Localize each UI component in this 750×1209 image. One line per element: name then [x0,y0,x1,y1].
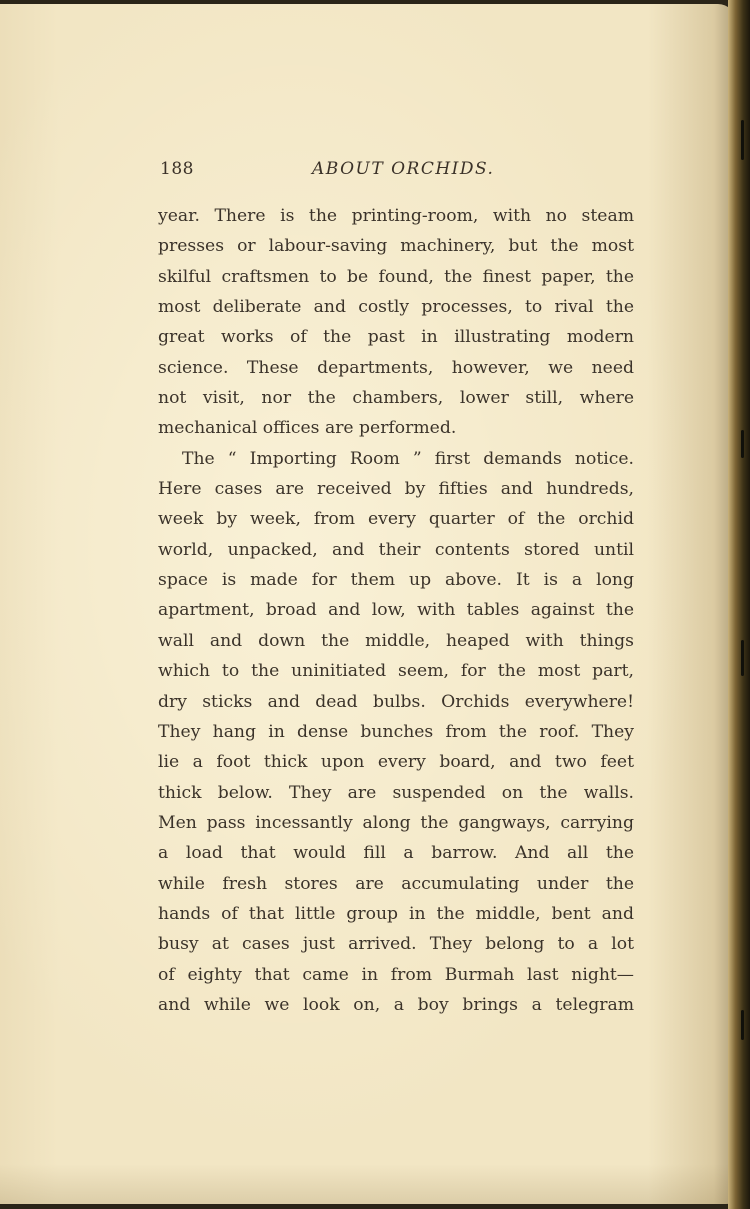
text-line: and while we look on, a boy brings a telegram [158,994,634,1015]
spine-mark [741,1010,744,1040]
text-line: world, unpacked, and their contents stored until [158,539,634,560]
text-line: Men pass incessantly along the gangways, carrying [158,812,634,833]
text-line: space is made for them up above. It is a long [158,570,634,591]
text-line: of eighty that came in from Burmah last night— [158,964,634,985]
page-bottom-shadow [0,1164,736,1204]
body-text [158,201,634,1020]
text-line: great works of the past in illustrating modern [158,327,634,348]
text-line: which to the uninitiated seem, for the most part, [158,661,634,682]
paragraph-start-line: The “ Importing Room ” first demands notice. [182,448,634,469]
text-line: busy at cases just arrived. They belong to a lot [158,934,634,955]
text-line: skilful craftsmen to be found, the finest paper, the [158,266,634,287]
text-line: presses or labour-saving machinery, but the most [158,236,634,257]
running-title: ABOUT ORCHIDS. [312,159,495,179]
text-line: apartment, broad and low, with tables against the [158,600,634,621]
text-line: most deliberate and costly processes, to rival the [158,297,634,318]
text-line: They hang in dense bunches from the roof. They [158,721,634,742]
text-line: week by week, from every quarter of the orchid [158,509,634,530]
text-line: hands of that little group in the middle, bent and [158,903,634,924]
text-line: science. These departments, however, we need [158,357,634,378]
book-binding-edge [728,0,750,1209]
text-line: year. There is the printing-room, with no steam [158,206,634,226]
text-line: lie a foot thick upon every board, and two feet [158,752,634,773]
spine-mark [741,430,744,458]
spine-mark [741,640,744,676]
spine-mark [741,120,744,160]
text-line: dry sticks and dead bulbs. Orchids everywhere! [158,691,634,712]
page-number: 188 [160,159,194,179]
text-line: while fresh stores are accumulating under the [158,873,634,894]
text-line: thick below. They are suspended on the walls. [158,782,634,803]
paper-page [0,4,736,1204]
text-line: Here cases are received by fifties and hundreds, [158,479,634,500]
text-line: wall and down the middle, heaped with things [158,630,634,651]
text-line: a load that would fill a barrow. And all the [158,843,634,864]
text-line: mechanical offices are performed. [158,418,457,439]
text-line: not visit, nor the chambers, lower still, where [158,388,634,409]
running-header [160,159,636,185]
